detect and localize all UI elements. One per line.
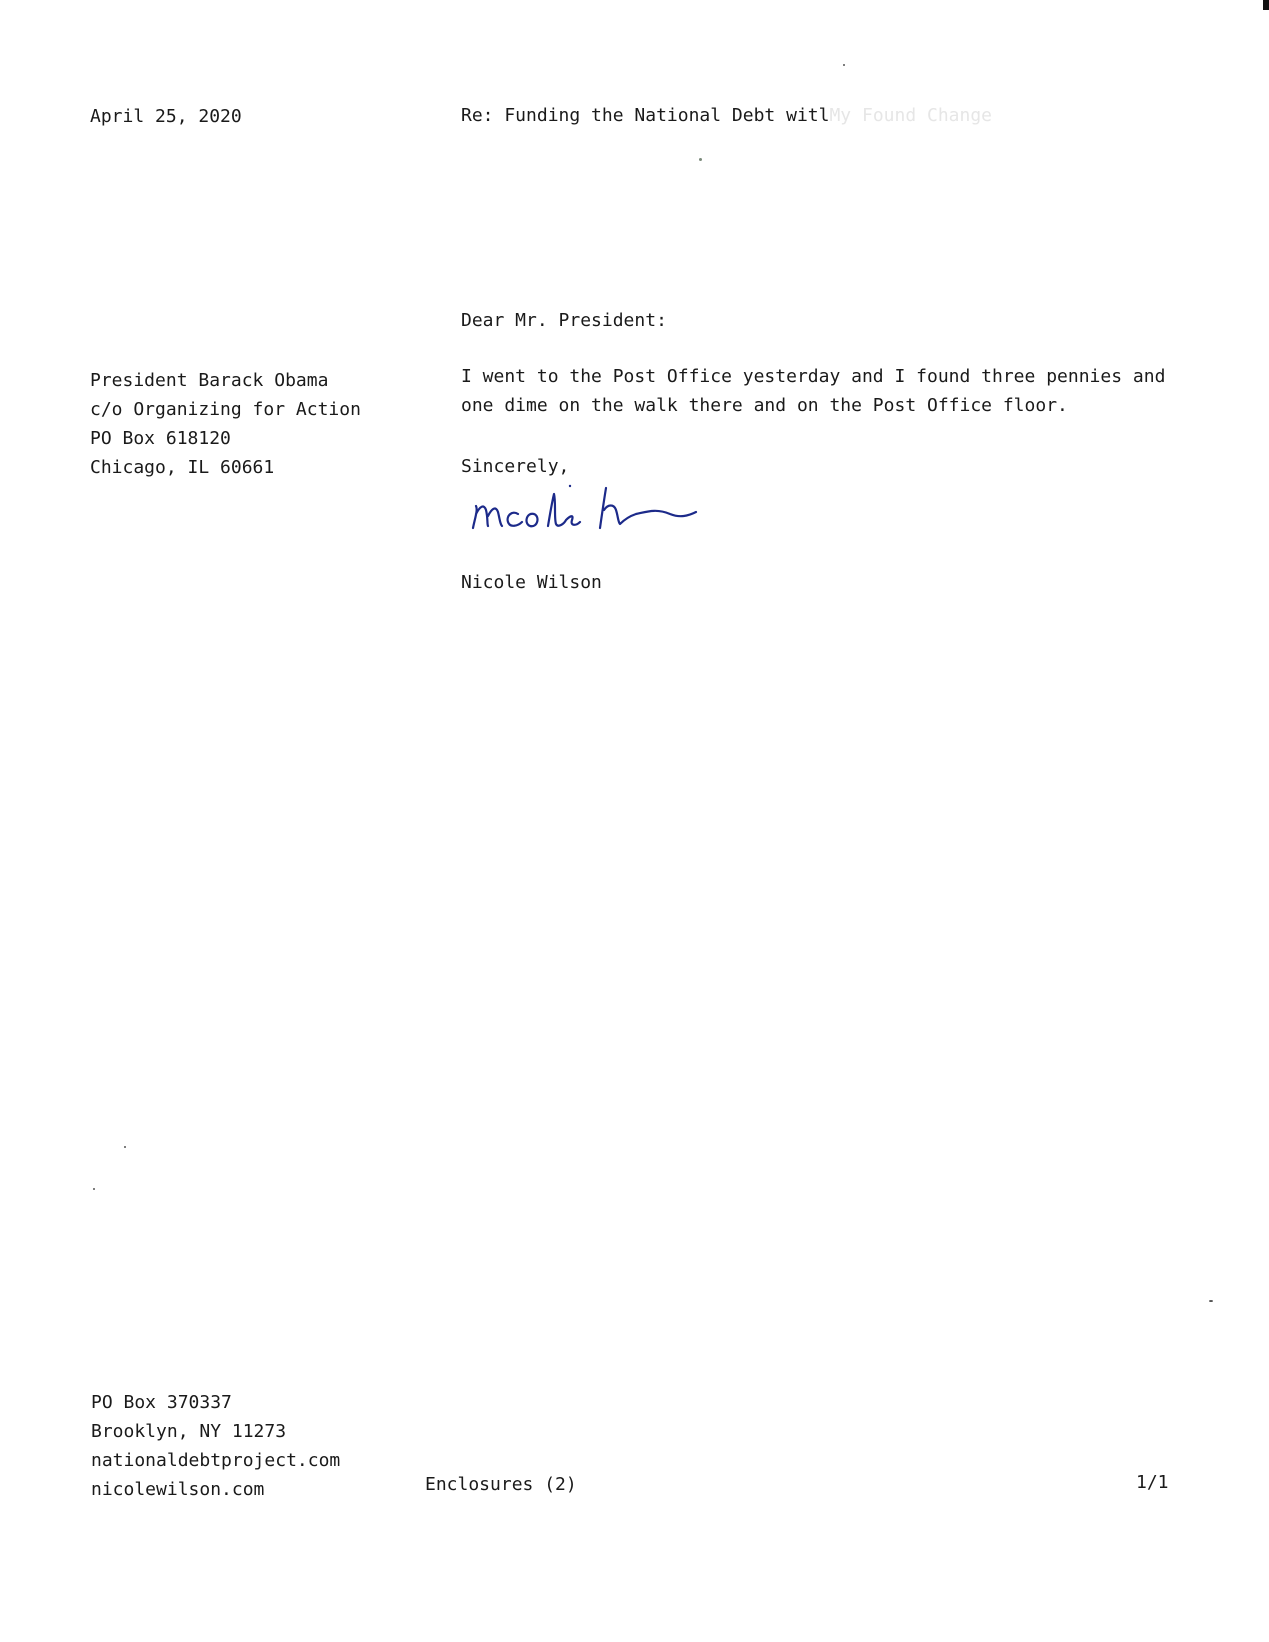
subject-faded-text: My Found Change xyxy=(829,105,993,126)
page-number: 1/1 xyxy=(1136,1472,1169,1493)
subject-text: Re: Funding the National Debt witl xyxy=(461,105,830,126)
sender-line: Brooklyn, NY 11273 xyxy=(91,1421,287,1442)
website-link: nationaldebtproject.com xyxy=(91,1450,341,1471)
recipient-address xyxy=(90,366,361,482)
closing: Sincerely, xyxy=(461,456,570,477)
scan-artifact xyxy=(1263,0,1269,10)
scan-speck xyxy=(699,158,702,161)
signer-name: Nicole Wilson xyxy=(461,572,602,593)
recipient-line: President Barack Obama xyxy=(90,370,329,391)
signature xyxy=(470,480,720,550)
scan-speck xyxy=(124,1146,126,1148)
sender-line: PO Box 370337 xyxy=(91,1392,232,1413)
sender-address xyxy=(91,1388,340,1504)
recipient-line: PO Box 618120 xyxy=(90,428,231,449)
recipient-line: c/o Organizing for Action xyxy=(90,399,361,420)
letter-body xyxy=(461,362,1165,420)
enclosures-note: Enclosures (2) xyxy=(425,1474,577,1495)
body-line: one dime on the walk there and on the Post Office floor. xyxy=(461,395,1068,416)
scan-speck xyxy=(1209,1300,1213,1302)
recipient-line: Chicago, IL 60661 xyxy=(90,457,275,478)
scan-speck xyxy=(843,64,845,66)
subject-line xyxy=(461,105,992,126)
website-link: nicolewilson.com xyxy=(91,1479,265,1500)
body-line: I went to the Post Office yesterday and I found three pennies and xyxy=(461,366,1166,387)
letter-date: April 25, 2020 xyxy=(90,106,242,127)
scan-speck xyxy=(93,1188,95,1190)
salutation: Dear Mr. President: xyxy=(461,310,667,331)
